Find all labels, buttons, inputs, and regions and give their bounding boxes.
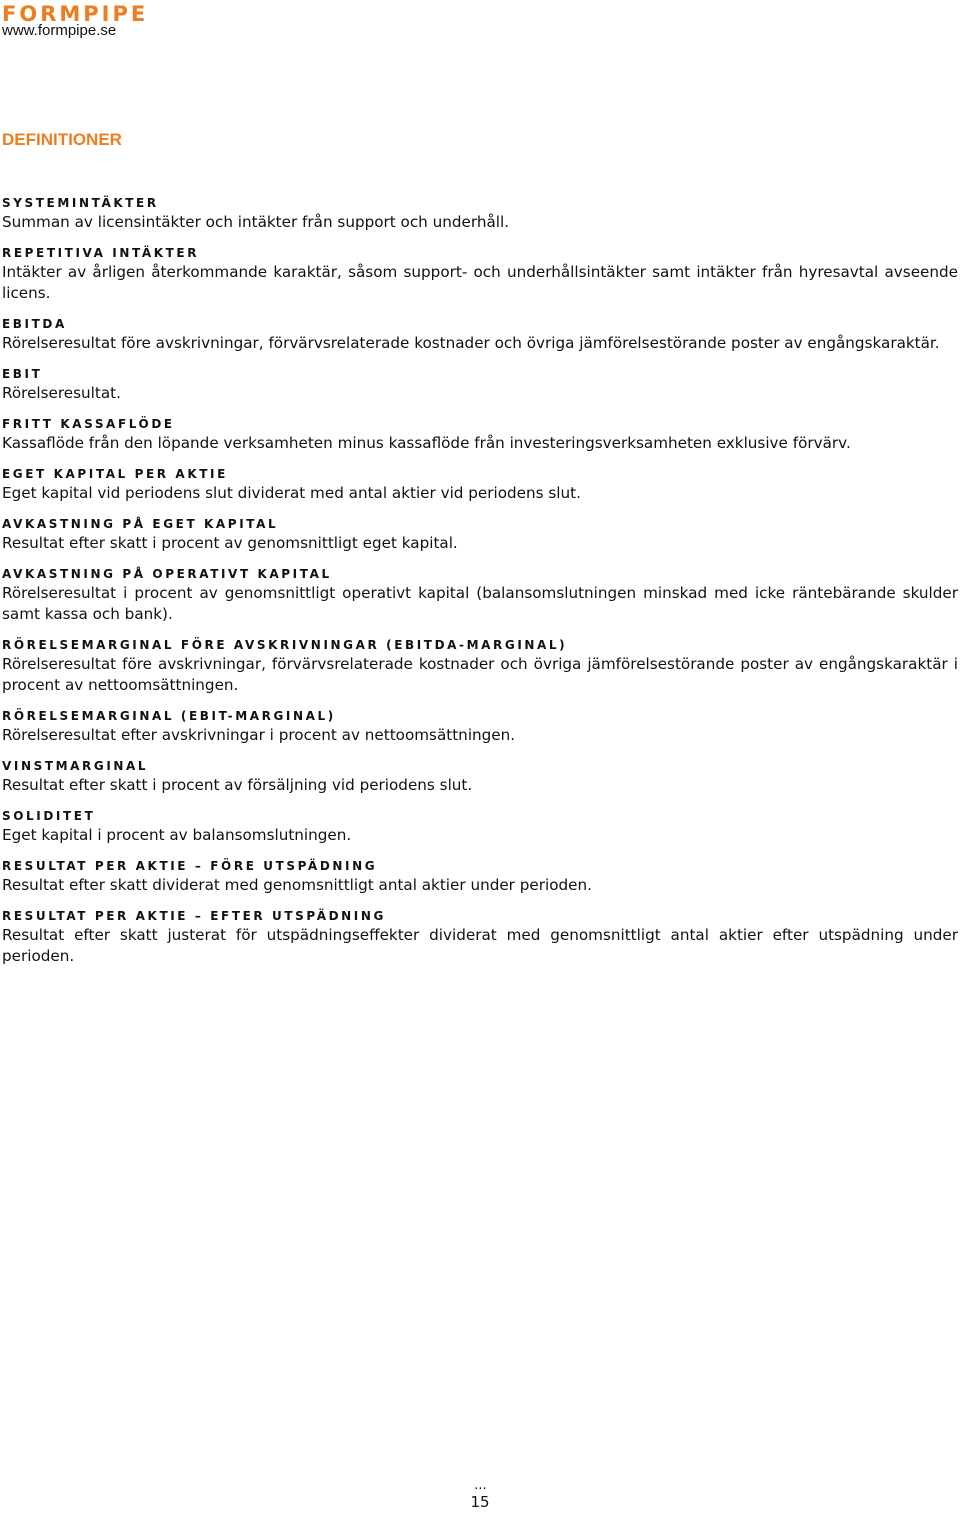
definition-term: AVKASTNING PÅ OPERATIVT KAPITAL (2, 567, 332, 581)
definition-term: RESULTAT PER AKTIE – FÖRE UTSPÄDNING (2, 859, 378, 873)
definition-description: Intäkter av årligen återkommande karaktär, såsom support- och underhållsintäkter samt intäkter från hyresavtal avseende licens. (2, 263, 958, 302)
definition-term: VINSTMARGINAL (2, 759, 149, 773)
definition-item (2, 467, 958, 504)
definition-item (2, 196, 958, 233)
definition-term: RÖRELSEMARGINAL FÖRE AVSKRIVNINGAR (EBITDA-MARGINAL) (2, 638, 568, 652)
definition-description: Resultat efter skatt justerat för utspädningseffekter dividerat med genomsnittligt antal aktier efter utspädning under perioden. (2, 926, 958, 965)
definition-item (2, 759, 958, 796)
definition-term: FRITT KASSAFLÖDE (2, 417, 175, 431)
definition-item (2, 859, 958, 896)
definition-description: Rörelseresultat före avskrivningar, förvärvsrelaterade kostnader och övriga jämförelsestörande poster av engångskaraktär. (2, 334, 940, 352)
definition-description: Summan av licensintäkter och intäkter från support och underhåll. (2, 213, 510, 231)
definition-term: RESULTAT PER AKTIE – EFTER UTSPÄDNING (2, 909, 386, 923)
definition-term: EGET KAPITAL PER AKTIE (2, 467, 228, 481)
definition-term: EBIT (2, 367, 43, 381)
definition-item (2, 317, 958, 354)
page-number: 15 (470, 1493, 490, 1511)
footer-ellipsis: ... (474, 1478, 487, 1493)
section-title: DEFINITIONER (2, 130, 122, 149)
logo-text: FORMPIPE (2, 4, 149, 24)
definition-description: Rörelseresultat i procent av genomsnittligt operativt kapital (balansomslutningen minskad med icke räntebärande skulder samt kassa och bank). (2, 584, 958, 623)
definition-item (2, 246, 958, 304)
definition-item (2, 809, 958, 846)
definition-item (2, 517, 958, 554)
page-header (2, 4, 182, 24)
definition-term: RÖRELSEMARGINAL (EBIT-MARGINAL) (2, 709, 336, 723)
definition-description: Rörelseresultat. (2, 384, 121, 402)
definition-item (2, 567, 958, 625)
definition-description: Eget kapital vid periodens slut dividerat med antal aktier vid periodens slut. (2, 484, 581, 502)
definition-item (2, 909, 958, 967)
definition-description: Resultat efter skatt dividerat med genomsnittligt antal aktier under perioden. (2, 876, 592, 894)
definition-description: Resultat efter skatt i procent av försäljning vid periodens slut. (2, 776, 473, 794)
definition-term: EBITDA (2, 317, 67, 331)
definition-term: SYSTEMINTÄKTER (2, 196, 159, 210)
definition-item (2, 367, 958, 404)
definition-term: REPETITIVA INTÄKTER (2, 246, 200, 260)
definition-description: Rörelseresultat före avskrivningar, förvärvsrelaterade kostnader och övriga jämförelsestörande poster av engångskaraktär i procent av nettoomsättningen. (2, 655, 958, 694)
definition-term: SOLIDITET (2, 809, 96, 823)
definitions-list (2, 196, 958, 980)
definition-item (2, 709, 958, 746)
formpipe-logo (2, 4, 182, 24)
definition-item (2, 417, 958, 454)
definition-description: Kassaflöde från den löpande verksamheten minus kassaflöde från investeringsverksamheten exklusive förvärv. (2, 434, 851, 452)
definition-item (2, 638, 958, 696)
page-footer (0, 1480, 960, 1512)
definition-description: Rörelseresultat efter avskrivningar i procent av nettoomsättningen. (2, 726, 516, 744)
definition-description: Resultat efter skatt i procent av genomsnittligt eget kapital. (2, 534, 458, 552)
website-link[interactable]: www.formpipe.se (2, 22, 117, 39)
definition-term: AVKASTNING PÅ EGET KAPITAL (2, 517, 279, 531)
definition-description: Eget kapital i procent av balansomslutningen. (2, 826, 352, 844)
